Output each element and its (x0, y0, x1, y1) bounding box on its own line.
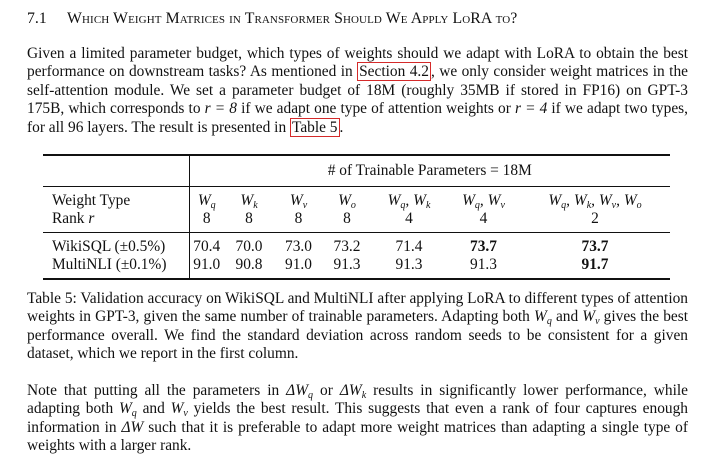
rank-cell: 8 (343, 210, 351, 227)
math-delta-w: ΔW (121, 418, 144, 436)
col-weight-q: $W_q$ (189, 187, 224, 211)
intro-paragraph (27, 45, 688, 137)
text-run: Note that putting all the parameters in (27, 382, 287, 399)
rank-cell: 8 (202, 210, 211, 227)
text-run: if we adapt two types, for all 96 layers. The result is presented in (27, 100, 688, 136)
value-cell-best: 91.7 (520, 256, 670, 279)
rank-row (43, 210, 670, 233)
math-wq: $W_q$ (534, 308, 552, 328)
value-cell: 91.0 (189, 256, 224, 279)
value-cell-best: 73.7 (520, 233, 670, 257)
weight-type-row (43, 187, 670, 211)
math-wv: $W_v$ (582, 308, 600, 328)
text-run: yields the best result. This suggests that even a rank of four captures enough information in (27, 400, 688, 436)
col-weight-qv: $W_q$, $W_v$ (447, 187, 520, 211)
value-cell: 90.8 (224, 256, 274, 279)
weight-type-label: Weight Type (43, 187, 189, 211)
text-run: gives the best performance overall. We find the standard deviation across random seeds to be consistent for a given dataset, which we report in the first column. (27, 308, 688, 363)
value-cell: 91.3 (447, 256, 520, 279)
table-row-multinli (43, 256, 670, 279)
value-cell: 71.4 (371, 233, 447, 257)
math-delta-wq: $\Delta W_q$ (286, 382, 314, 401)
col-weight-k: $W_k$ (224, 187, 274, 211)
rank-cell: 2 (591, 210, 599, 227)
value-cell: 91.3 (323, 256, 371, 279)
col-weight-o: $W_o$ (323, 187, 371, 211)
value-cell: 91.0 (274, 256, 323, 279)
math-wq: $W_q$ (118, 400, 137, 420)
results-table (43, 154, 670, 280)
section-number: 7.1 (27, 10, 47, 27)
value-cell: 73.2 (323, 233, 371, 257)
rank-label: Rank r (43, 210, 189, 233)
col-weight-qkvo: $W_q$, $W_k$, $W_v$, $W_o$ (520, 187, 670, 211)
text-run: Table 5: Validation accuracy on WikiSQL and MultiNLI after applying LoRA to different types of attention weights in GPT-3, given the same number of trainable parameters. Adapting both (27, 290, 688, 326)
text-run: . (339, 118, 344, 136)
text-run: results in significantly lower performance, while adapting both (27, 382, 688, 418)
table-link[interactable]: Table 5 (292, 118, 338, 136)
col-weight-qk: $W_q$, $W_k$ (371, 187, 447, 211)
rank-cell: 8 (294, 210, 303, 227)
rank-cell: 4 (479, 210, 488, 227)
table-caption (27, 290, 688, 364)
col-weight-v: $W_v$ (274, 187, 323, 211)
text-run: Given a limited parameter budget, which types of weights should we adapt with LoRA to obtain the best performance on downstream tasks? As mentioned in (27, 45, 688, 81)
math-delta-wk: $\Delta W_k$ (339, 382, 367, 401)
text-run: or (313, 382, 340, 399)
value-cell-best: 73.7 (447, 233, 520, 257)
value-cell: 70.0 (224, 233, 274, 257)
value-cell: 73.0 (274, 233, 323, 257)
table-header-row (43, 155, 670, 187)
text-run: and (136, 400, 171, 418)
section-heading (27, 10, 688, 28)
rank-cell: 8 (245, 210, 253, 227)
text-run: , we only consider weight matrices in the self-attention module. We set a parameter budget of 18M (roughly 35MB if stored in FP16) on GPT-3 175B, which corresponds to (27, 63, 688, 118)
table-row-wikisql (43, 233, 670, 257)
section-link[interactable]: Section 4.2 (359, 63, 429, 81)
text-run: if we adapt one type of attention weights or (236, 100, 515, 118)
value-cell: 70.4 (189, 233, 224, 257)
row-label: MultiNLI (±0.1%) (43, 256, 189, 279)
text-run: such that it is preferable to adapt more weight matrices than adapting a single type of weights with a larger rank. (27, 418, 688, 455)
discussion-paragraph (27, 382, 688, 456)
trainable-params-header: # of Trainable Parameters = 18M (189, 155, 670, 187)
row-label: WikiSQL (±0.5%) (43, 233, 189, 257)
rank-eq-8: r = 8 (204, 100, 237, 118)
math-wv: $W_v$ (170, 400, 188, 420)
text-run: and (551, 308, 583, 326)
section-title: Which Weight Matrices in Transformer Should We Apply LoRA to? (67, 10, 518, 27)
value-cell: 91.3 (371, 256, 447, 279)
rank-eq-4: r = 4 (514, 100, 548, 118)
rank-cell: 4 (405, 210, 413, 227)
